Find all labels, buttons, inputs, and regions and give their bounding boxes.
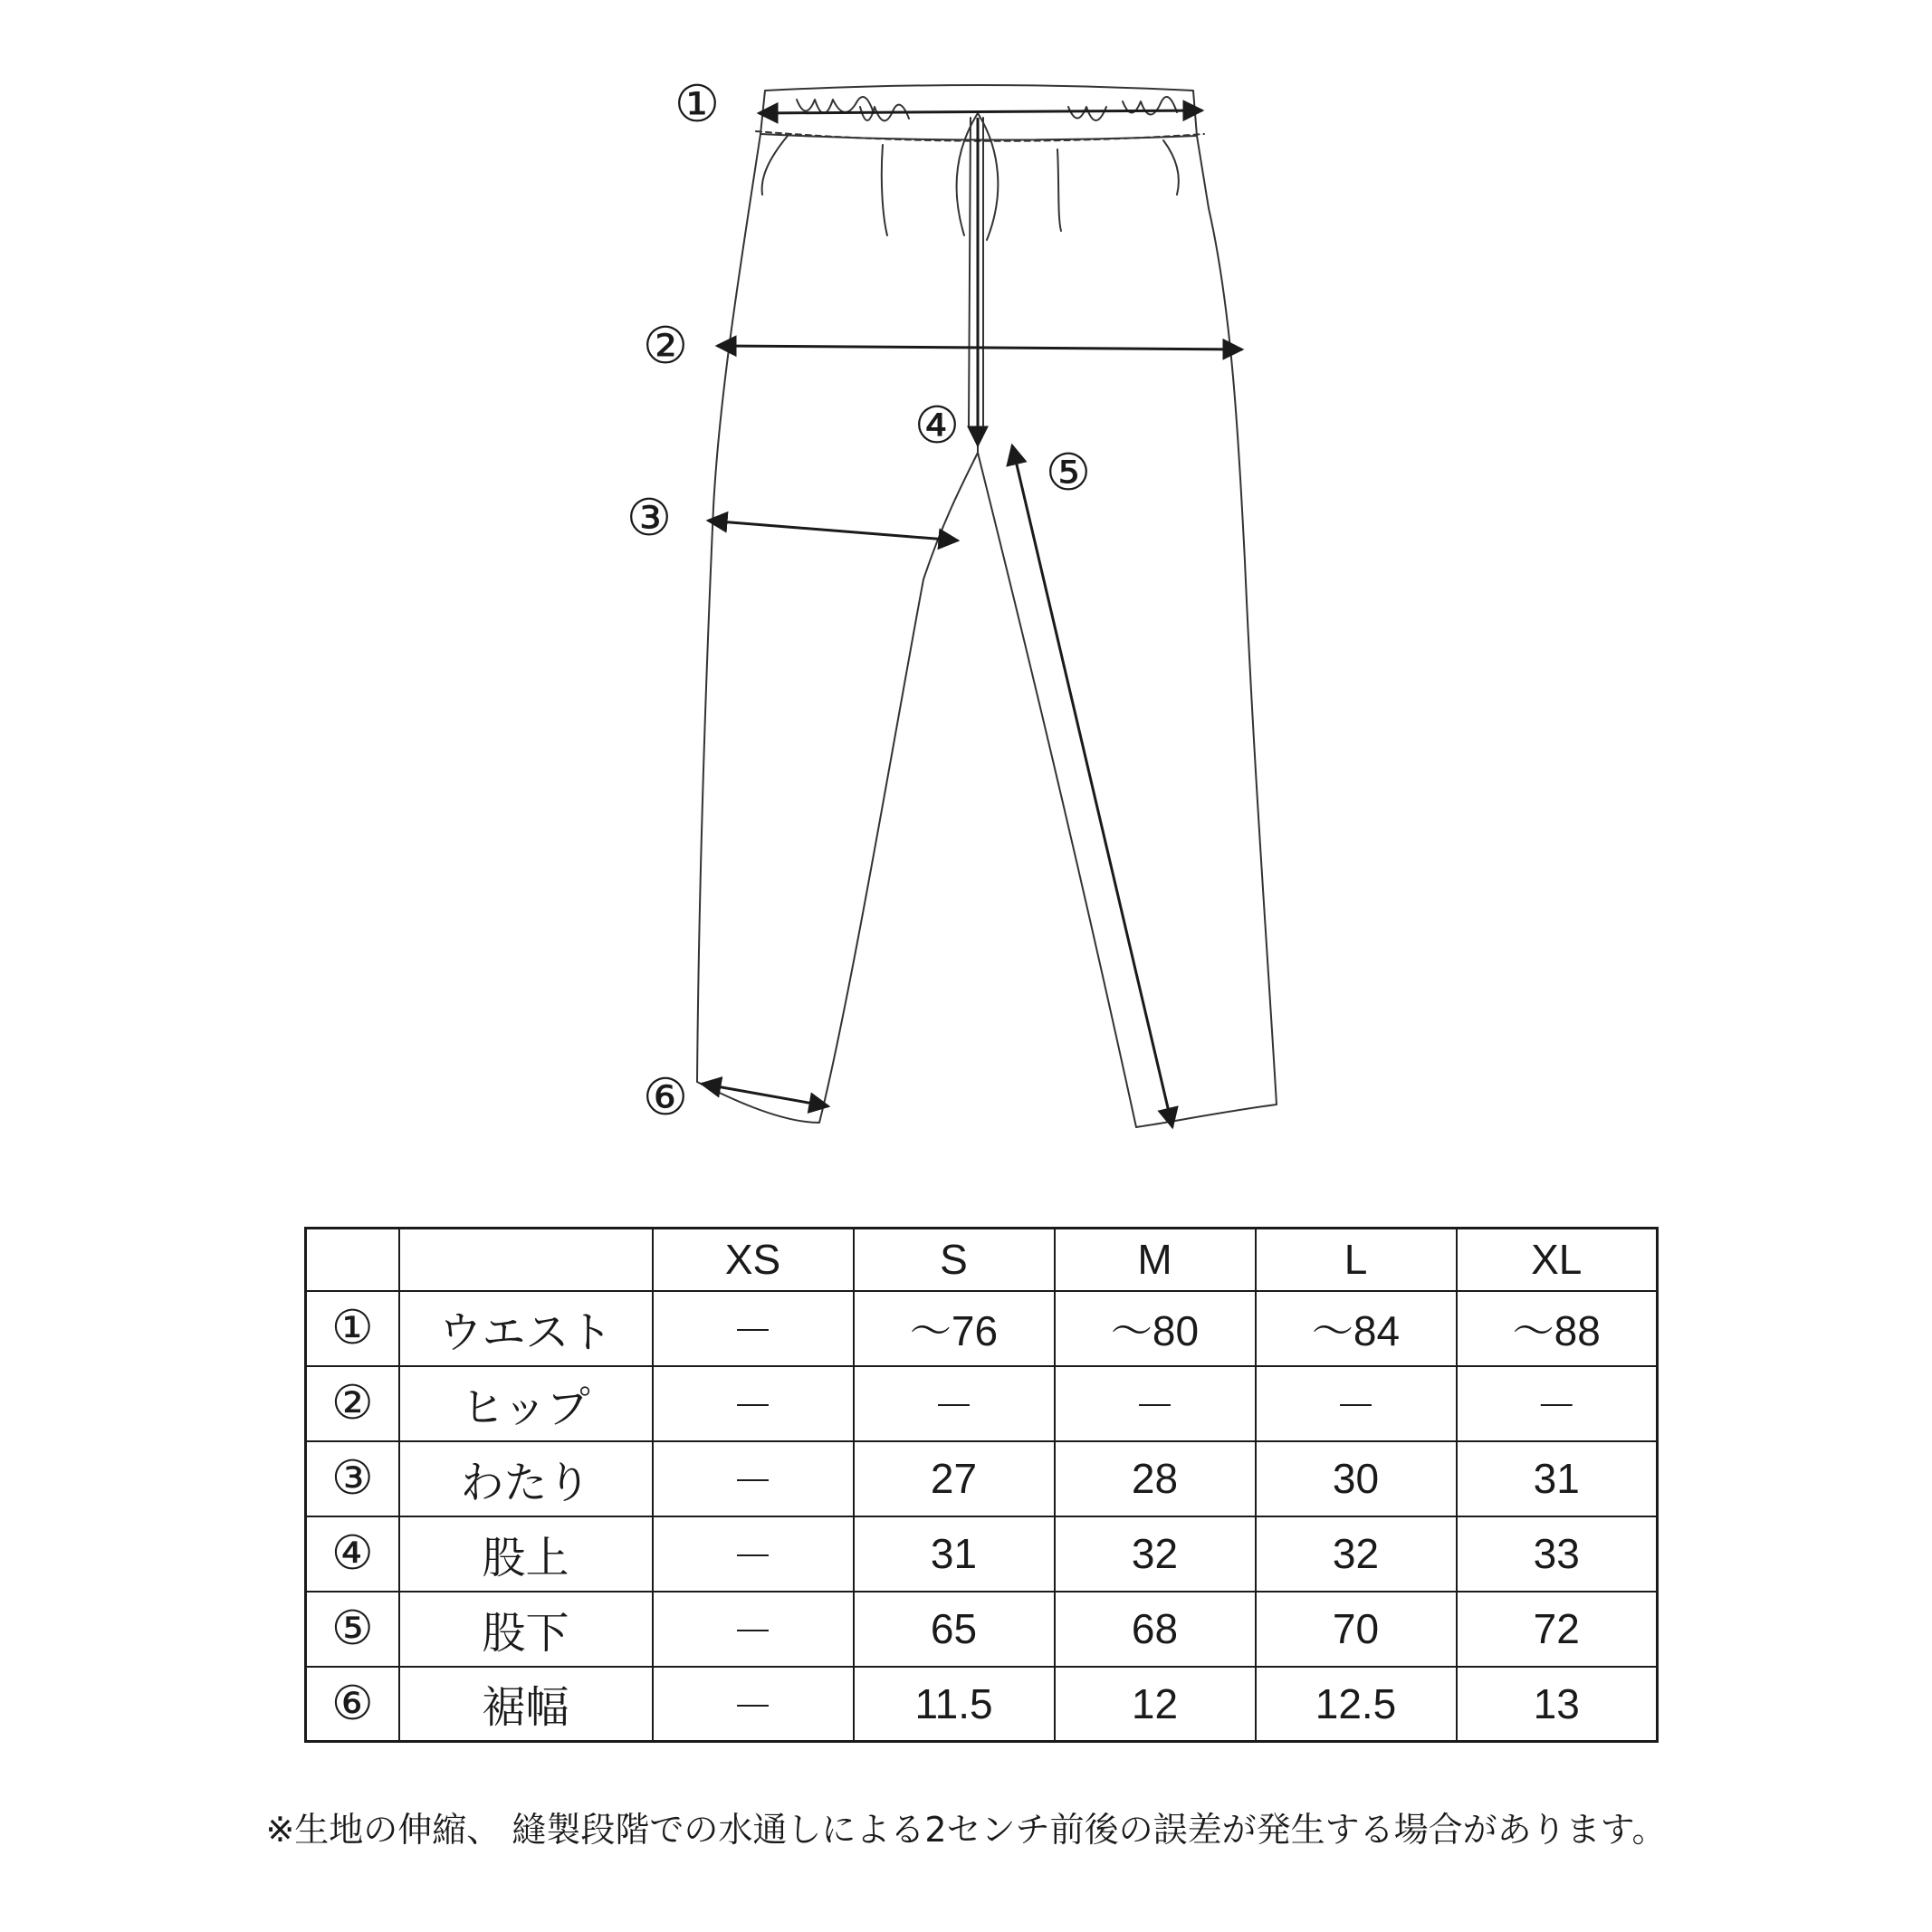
- table-cell: －: [653, 1366, 854, 1441]
- row-label: 股上: [399, 1516, 653, 1592]
- header-cell-m: M: [1055, 1229, 1256, 1291]
- table-cell: 11.5: [854, 1667, 1055, 1742]
- table-cell: 32: [1256, 1516, 1457, 1592]
- table-cell: 70: [1256, 1592, 1457, 1667]
- table-cell: －: [653, 1667, 854, 1742]
- table-cell: 28: [1055, 1441, 1256, 1516]
- table-header-row: [306, 1229, 1658, 1291]
- row-label: ヒップ: [399, 1366, 653, 1441]
- table-cell: 30: [1256, 1441, 1457, 1516]
- hip-arrow: [717, 346, 1242, 349]
- table-cell: 32: [1055, 1516, 1256, 1592]
- table-cell: －: [854, 1366, 1055, 1441]
- header-cell: [306, 1229, 399, 1291]
- row-label: ウエスト: [399, 1291, 653, 1366]
- size-chart-table: [304, 1227, 1659, 1743]
- marker-5: ⑤: [1045, 444, 1092, 502]
- hem-arrow: [702, 1084, 828, 1106]
- row-label: わたり: [399, 1441, 653, 1516]
- row-number: ①: [306, 1291, 399, 1366]
- header-cell-xl: XL: [1457, 1229, 1658, 1291]
- disclaimer-note: ※生地の伸縮、 縫製段階での水通しによる2センチ前後の誤差が発生する場合があります。: [265, 1810, 1667, 1850]
- marker-3: ③: [626, 489, 673, 548]
- table-cell: 31: [854, 1516, 1055, 1592]
- table-cell: －: [653, 1291, 854, 1366]
- row-number: ②: [306, 1366, 399, 1441]
- table-cell: 27: [854, 1441, 1055, 1516]
- header-cell: [399, 1229, 653, 1291]
- waist-arrow: [759, 110, 1202, 113]
- header-cell-l: L: [1256, 1229, 1457, 1291]
- pants-outline: [697, 134, 1277, 1127]
- table-cell: 13: [1457, 1667, 1658, 1742]
- table-cell: ～80: [1055, 1291, 1256, 1366]
- table-cell: ～84: [1256, 1291, 1457, 1366]
- header-cell-s: S: [854, 1229, 1055, 1291]
- row-label: 股下: [399, 1592, 653, 1667]
- row-label: 裾幅: [399, 1667, 653, 1742]
- table-cell: －: [653, 1441, 854, 1516]
- header-cell-xs: XS: [653, 1229, 854, 1291]
- row-number: ⑥: [306, 1667, 399, 1742]
- table-cell: －: [1457, 1366, 1658, 1441]
- table-cell: －: [653, 1516, 854, 1592]
- row-number: ③: [306, 1441, 399, 1516]
- table-row: [306, 1441, 1658, 1516]
- table-row: [306, 1291, 1658, 1366]
- row-number: ④: [306, 1516, 399, 1592]
- marker-2: ②: [642, 317, 689, 376]
- table-cell: 12.5: [1256, 1667, 1457, 1742]
- thigh-arrow: [708, 521, 958, 540]
- table-row: [306, 1592, 1658, 1667]
- table-cell: －: [1256, 1366, 1457, 1441]
- table-cell: ～88: [1457, 1291, 1658, 1366]
- table-cell: 33: [1457, 1516, 1658, 1592]
- marker-4: ④: [913, 397, 961, 455]
- table-row: [306, 1366, 1658, 1441]
- table-cell: 68: [1055, 1592, 1256, 1667]
- table-cell: 65: [854, 1592, 1055, 1667]
- table-row: [306, 1667, 1658, 1742]
- table-row: [306, 1516, 1658, 1592]
- table-cell: －: [1055, 1366, 1256, 1441]
- table-cell: 72: [1457, 1592, 1658, 1667]
- table-cell: ～76: [854, 1291, 1055, 1366]
- table-cell: 31: [1457, 1441, 1658, 1516]
- marker-6: ⑥: [642, 1068, 689, 1127]
- row-number: ⑤: [306, 1592, 399, 1667]
- table-cell: －: [653, 1592, 854, 1667]
- marker-1: ①: [674, 75, 721, 134]
- table-cell: 12: [1055, 1667, 1256, 1742]
- inseam-arrow: [1012, 445, 1172, 1127]
